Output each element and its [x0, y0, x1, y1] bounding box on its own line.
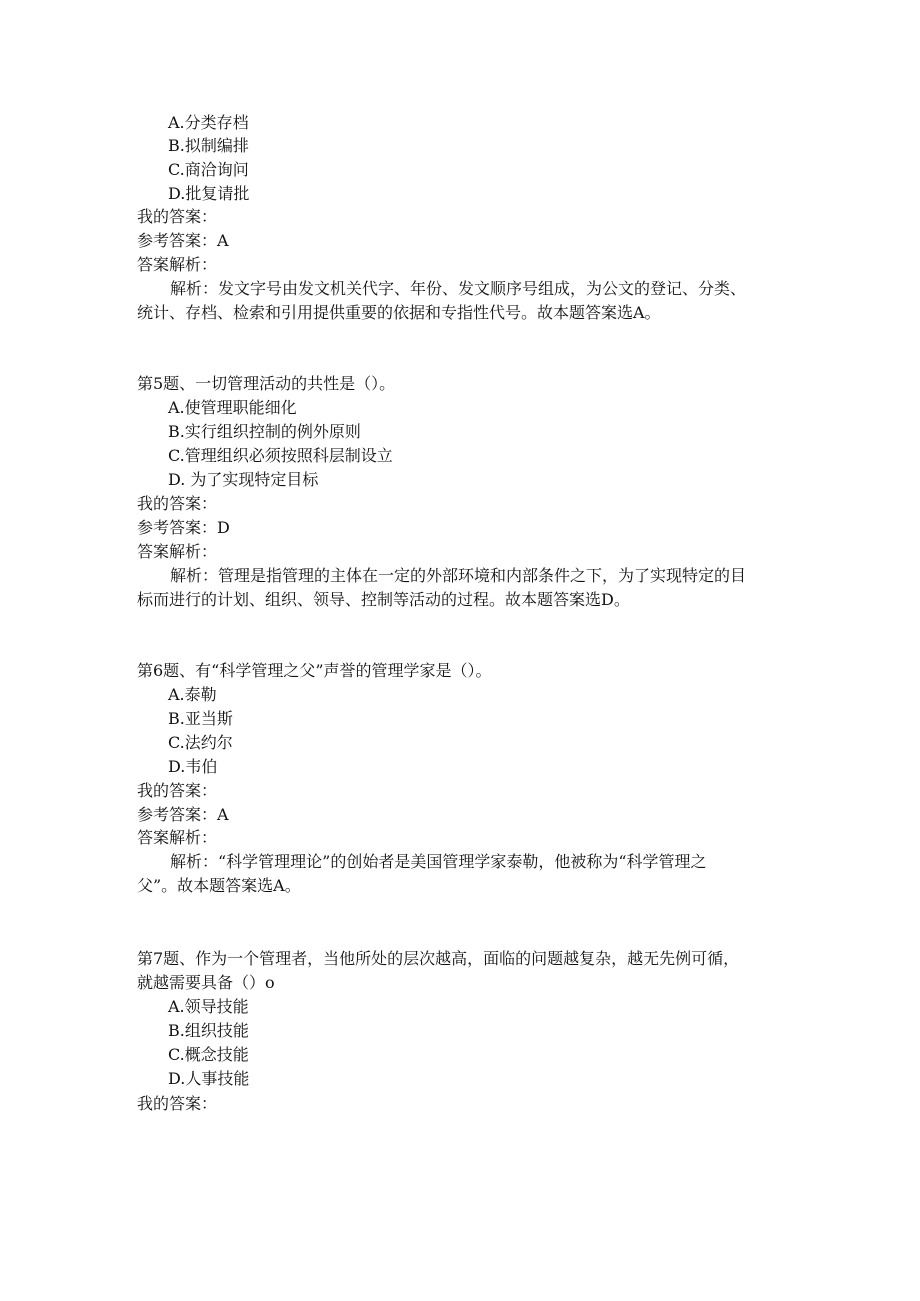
q5-option-d: D. 为了实现特定目标 — [168, 470, 319, 489]
q6-option-d: D.韦伯 — [168, 757, 218, 776]
q5-my-answer: 我的答案： — [137, 494, 218, 513]
q5-option-b: B.实行组织控制的例外原则 — [168, 422, 361, 441]
q4-option-b: B.拟制编排 — [168, 136, 249, 155]
q7-my-answer: 我的答案： — [137, 1094, 218, 1113]
q4-option-c: C.商洽询问 — [168, 160, 249, 179]
q4-option-a: A.分类存档 — [168, 113, 249, 132]
q7-question-line-2: 就越需要具备（）o — [137, 973, 275, 992]
q5-option-a: A.使管理职能细化 — [168, 398, 297, 417]
q5-analysis-line-2: 标而进行的计划、组织、领导、控制等活动的过程。故本题答案选D。 — [137, 590, 630, 609]
q6-option-c: C.法约尔 — [168, 733, 233, 752]
q6-analysis-line-1: 解析：“科学管理理论”的创始者是美国管理学家泰勒，他被称为“科学管理之 — [170, 852, 707, 871]
q6-reference-answer: 参考答案：A — [137, 805, 229, 824]
q5-reference-answer: 参考答案：D — [137, 518, 230, 537]
q4-option-d: D.批复请批 — [168, 184, 250, 203]
q4-analysis-line-2: 统计、存档、检索和引用提供重要的依据和专指性代号。故本题答案选A。 — [137, 303, 661, 322]
q6-analysis-line-2: 父”。故本题答案选A。 — [137, 876, 301, 895]
q5-question: 第5题、一切管理活动的共性是（）。 — [137, 374, 396, 393]
q5-analysis-label: 答案解析： — [137, 542, 218, 561]
q4-reference-answer: 参考答案：A — [137, 231, 229, 250]
q6-option-a: A.泰勒 — [168, 685, 217, 704]
q5-option-c: C.管理组织必须按照科层制设立 — [168, 446, 393, 465]
q6-option-b: B.亚当斯 — [168, 709, 233, 728]
q7-option-a: A.领导技能 — [168, 997, 249, 1016]
q7-question-line-1: 第7题、作为一个管理者，当他所处的层次越高，面临的问题越复杂，越无先例可循， — [137, 949, 740, 968]
q6-question: 第6题、有“科学管理之父”声誉的管理学家是（）。 — [137, 661, 492, 680]
q7-option-c: C.概念技能 — [168, 1045, 249, 1064]
q4-analysis-label: 答案解析： — [137, 255, 218, 274]
q7-option-b: B.组织技能 — [168, 1021, 249, 1040]
q7-option-d: D.人事技能 — [168, 1069, 250, 1088]
q6-my-answer: 我的答案： — [137, 781, 218, 800]
q6-analysis-label: 答案解析： — [137, 828, 218, 847]
q4-my-answer: 我的答案： — [137, 207, 218, 226]
q4-analysis-line-1: 解析：发文字号由发文机关代字、年份、发文顺序号组成，为公文的登记、分类、 — [170, 279, 747, 298]
q5-analysis-line-1: 解析：管理是指管理的主体在一定的外部环境和内部条件之下，为了实现特定的目 — [170, 566, 747, 585]
